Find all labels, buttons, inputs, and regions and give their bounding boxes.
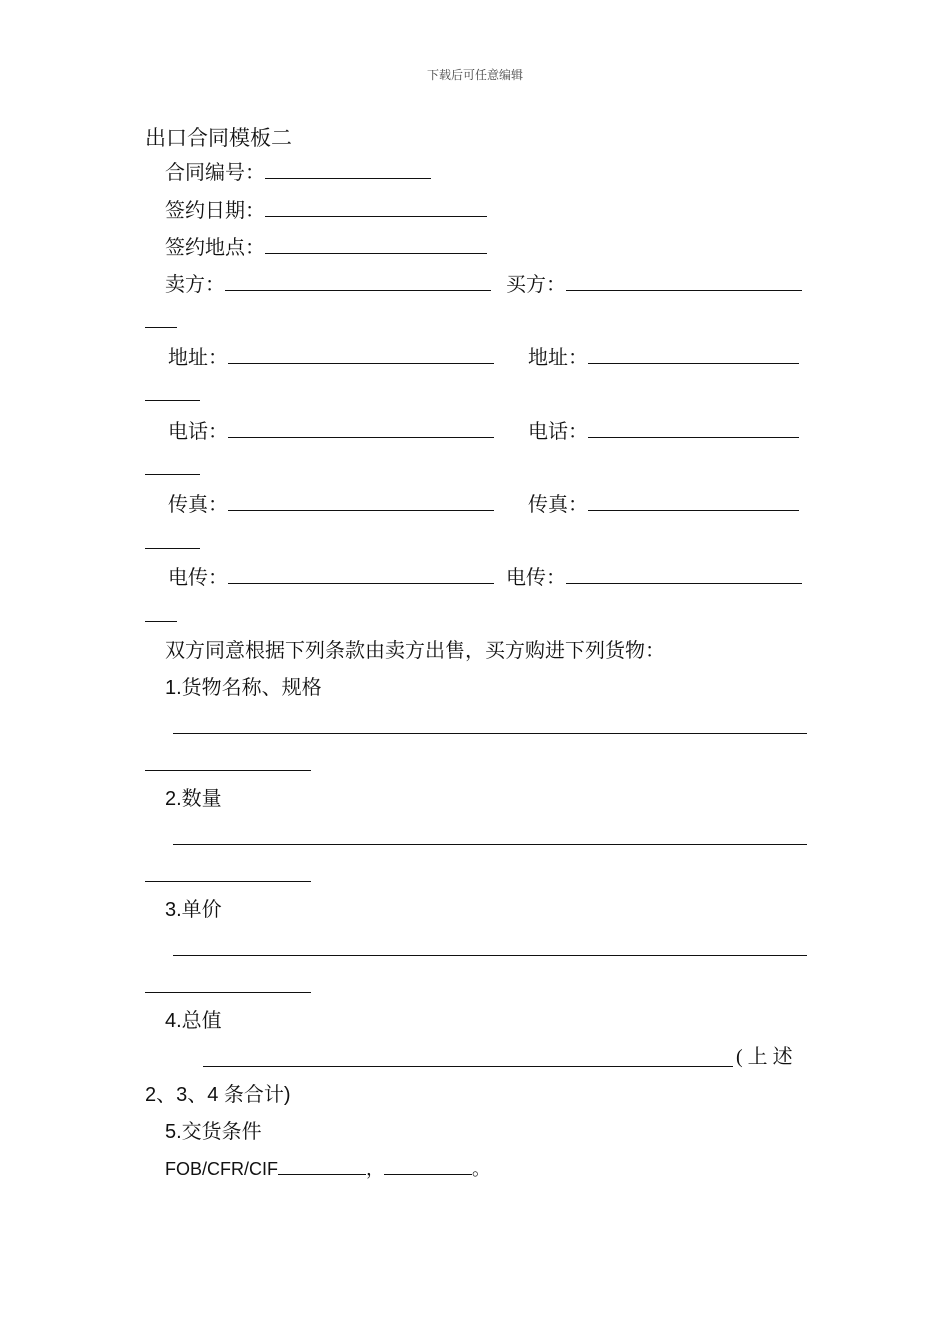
item-3-field-line-1[interactable] (173, 955, 807, 956)
seller-phone-field[interactable] (228, 417, 494, 438)
item-3-heading: 3.单价 (165, 899, 222, 921)
buyer-row (506, 270, 802, 299)
sign-place-field[interactable] (265, 233, 487, 254)
item-2-heading: 2.数量 (165, 788, 222, 810)
contract-no-row (165, 158, 431, 187)
seller-address-label: 地址： (168, 347, 228, 369)
contract-no-label: 合同编号： (165, 162, 265, 184)
seller-row (165, 270, 491, 299)
agreement-text: 双方同意根据下列条款由卖方出售，买方购进下列货物： (165, 640, 665, 662)
buyer-address-row (528, 343, 799, 372)
seller-address-field[interactable] (228, 343, 494, 364)
seller-fax-label: 传真： (168, 494, 228, 516)
buyer-fax-label: 传真： (528, 494, 588, 516)
buyer-telex-field[interactable] (566, 563, 802, 584)
phone-continuation (145, 474, 200, 475)
contract-no-field[interactable] (265, 158, 431, 179)
buyer-address-field[interactable] (588, 343, 799, 364)
delivery-terms-label: FOB/CFR/CIF (165, 1159, 278, 1179)
address-continuation (145, 400, 200, 401)
seller-telex-row (168, 563, 494, 592)
item-4-heading: 4.总值 (165, 1010, 222, 1032)
page-header: 下载后可任意编辑 (426, 68, 523, 82)
buyer-fax-row (528, 490, 799, 519)
buyer-telex-label: 电传： (506, 567, 566, 589)
seller-fax-field[interactable] (228, 490, 494, 511)
sign-place-row (165, 233, 487, 262)
delivery-comma: ， (366, 1159, 384, 1179)
delivery-period: 。 (472, 1159, 490, 1179)
item-1-field-line-2[interactable] (145, 770, 311, 771)
buyer-fax-field[interactable] (588, 490, 799, 511)
seller-telex-label: 电传： (168, 567, 228, 589)
total-note-end: 2、3、4 条合计) (145, 1084, 291, 1106)
item-2-field-line-2[interactable] (145, 881, 311, 882)
item-1-field-line-1[interactable] (173, 733, 807, 734)
seller-phone-row (168, 417, 494, 446)
sign-date-field[interactable] (265, 196, 487, 217)
fax-continuation (145, 548, 200, 549)
total-value-field[interactable] (203, 1066, 733, 1067)
buyer-phone-row (528, 417, 799, 446)
sign-date-row (165, 196, 487, 225)
delivery-term-field-1[interactable] (278, 1156, 366, 1175)
buyer-field-continuation (145, 327, 177, 328)
item-2-field-line-1[interactable] (173, 844, 807, 845)
sign-place-label: 签约地点： (165, 237, 265, 259)
sign-date-label: 签约日期： (165, 200, 265, 222)
seller-address-row (168, 343, 494, 372)
delivery-term-field-2[interactable] (384, 1156, 472, 1175)
seller-field[interactable] (225, 270, 491, 291)
item-5-heading: 5.交货条件 (165, 1121, 262, 1143)
delivery-terms-row (165, 1155, 490, 1183)
buyer-label: 买方： (506, 274, 566, 296)
buyer-phone-label: 电话： (528, 421, 588, 443)
item-1-heading: 1.货物名称、规格 (165, 677, 322, 699)
buyer-field[interactable] (566, 270, 802, 291)
seller-telex-field[interactable] (228, 563, 494, 584)
buyer-address-label: 地址： (528, 347, 588, 369)
total-note-start: ( 上 述 (736, 1046, 793, 1068)
seller-fax-row (168, 490, 494, 519)
telex-continuation (145, 621, 177, 622)
buyer-phone-field[interactable] (588, 417, 799, 438)
buyer-telex-row (506, 563, 802, 592)
document-title: 出口合同模板二 (145, 126, 292, 150)
item-3-field-line-2[interactable] (145, 992, 311, 993)
seller-label: 卖方： (165, 274, 225, 296)
seller-phone-label: 电话： (168, 421, 228, 443)
